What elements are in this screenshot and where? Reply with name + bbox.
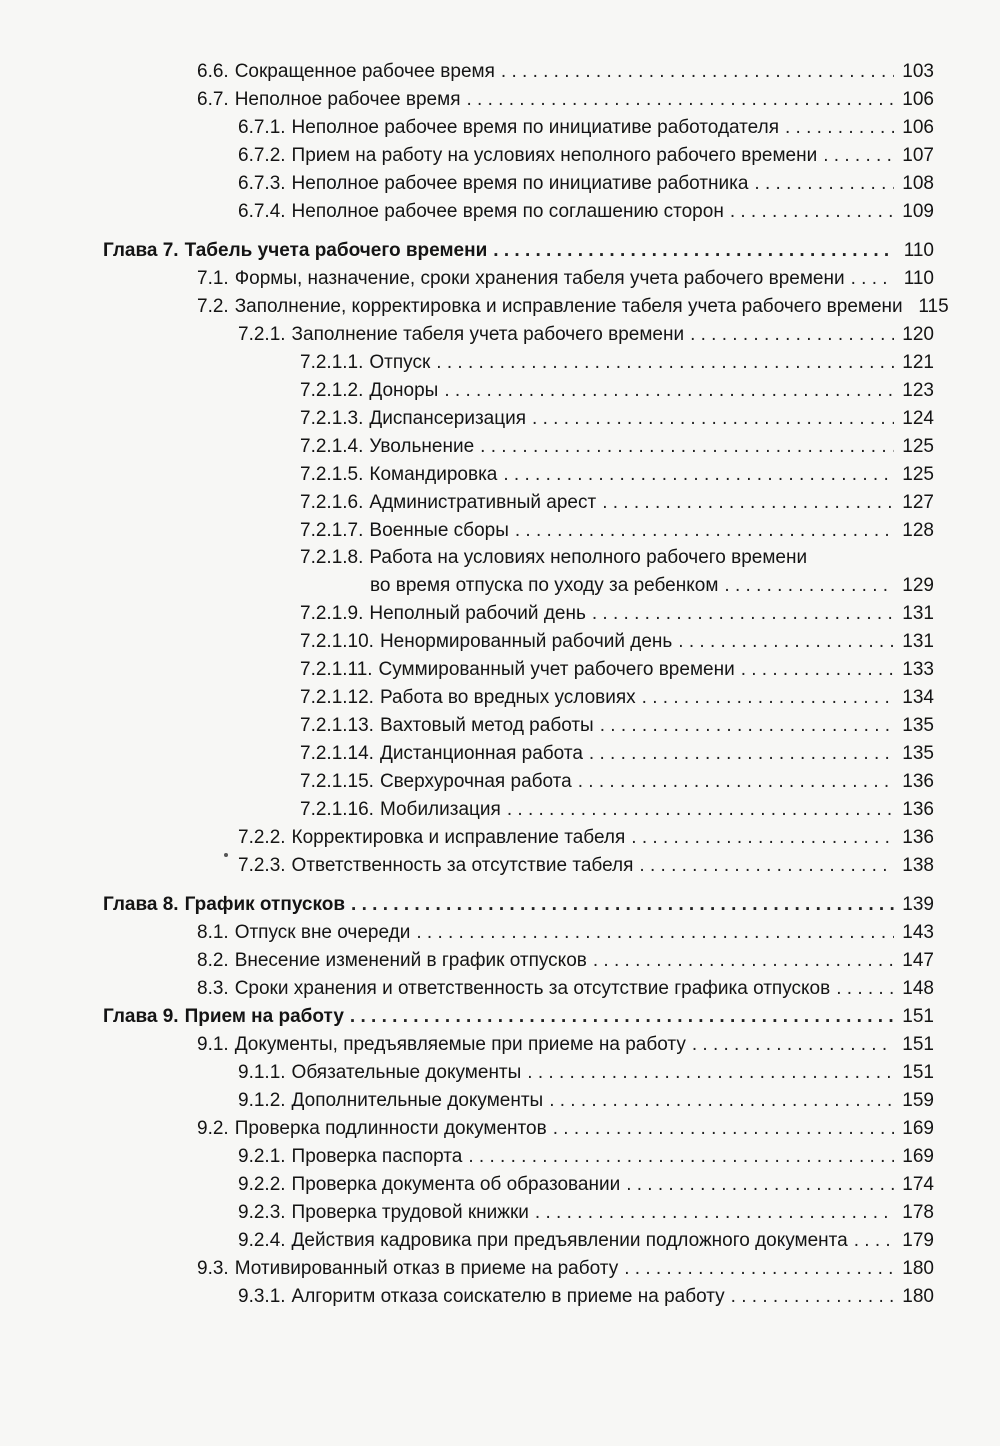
toc-entry [300,686,934,710]
toc-entry [238,1089,934,1113]
entry-title: Сверхурочная работа [379,771,572,792]
dot-leader [836,977,894,1001]
dot-leader [639,854,894,878]
entry-title: Неполное рабочее время по инициативе работодателя [291,117,779,138]
entry-number: 7.2.1.10. [300,631,374,652]
entry-number: 6.7.2. [238,145,286,166]
entry-page-number: 131 [902,631,934,652]
entry-title: Проверка подлинности документов [234,1118,547,1139]
toc-entry [238,1173,934,1197]
entry-number: 6.6. [197,61,229,82]
toc-entry [197,921,934,945]
entry-title: Мотивированный отказ в приеме на работу [234,1258,619,1279]
entry-title: Ответственность за отсутствие табеля [291,855,634,876]
entry-title: Работа на условиях неполного рабочего времени [369,547,808,568]
entry-number: 7.2.1.14. [300,743,374,764]
entry-page-number: 180 [902,1258,934,1279]
entry-page-number: 106 [902,117,934,138]
toc-entry [300,463,934,487]
entry-title: Работа во вредных условиях [379,687,636,708]
entry-page-number: 123 [902,380,934,401]
entry-page-number: 136 [902,771,934,792]
toc-entry [238,144,934,168]
entry-number: 7.2.1.9. [300,603,364,624]
dot-leader [600,714,894,738]
entry-number: 7.2.1.5. [300,464,364,485]
dot-leader [553,1117,894,1141]
dot-leader [351,893,894,917]
entry-title: Вахтовый метод работы [379,715,594,736]
entry-title: Сокращенное рабочее время [234,61,495,82]
dot-leader [730,200,894,224]
entry-title: Прием на работу [184,1006,344,1027]
entry-number: 7.1. [197,268,229,289]
entry-title: Действия кадровика при предъявлении подложного документа [291,1230,848,1251]
entry-page-number: 179 [902,1230,934,1251]
entry-number: 9.3.1. [238,1286,286,1307]
entry-number: 7.2. [197,296,229,317]
dot-leader [678,630,894,654]
entry-number: 7.2.1.11. [300,659,373,680]
entry-number: 7.2.1.8. [300,547,364,568]
entry-page-number: 136 [902,827,934,848]
dot-leader [549,1089,894,1113]
entry-title: Неполное рабочее время по соглашению сторон [291,201,724,222]
dot-leader [578,770,894,794]
toc-entry [197,60,934,84]
entry-page-number: 109 [902,201,934,222]
toc-entry [238,854,934,878]
entry-title: Алгоритм отказа соискателю в приеме на работу [291,1286,725,1307]
entry-number: Глава 9. [103,1006,179,1027]
toc-entry [238,1061,934,1085]
dot-leader [690,323,894,347]
entry-page-number: 148 [902,978,934,999]
entry-number: 8.2. [197,950,229,971]
entry-title: Неполное рабочее время [234,89,461,110]
stray-mark [224,853,228,857]
entry-page-number: 108 [902,173,934,194]
entry-title: Документы, предъявляемые при приеме на работу [234,1034,686,1055]
entry-number: 7.2.1.1. [300,352,364,373]
entry-title: Заполнение, корректировка и исправление табеля учета рабочего времени [234,296,903,317]
toc-entry [197,267,934,291]
entry-page-number: 125 [902,464,934,485]
dot-leader [507,798,894,822]
entry-title: во время отпуска по уходу за ребенком [370,575,719,596]
toc-entry [300,546,934,570]
toc-entry [238,1285,934,1309]
entry-page-number: 147 [902,950,934,971]
entry-title: Суммированный учет рабочего времени [378,659,735,680]
dot-leader [642,686,894,710]
toc-entry [238,826,934,850]
dot-leader [436,351,894,375]
toc-entry [300,351,934,375]
entry-page-number: 136 [902,799,934,820]
entry-title: Доноры [369,380,439,401]
entry-number: 7.2.2. [238,827,286,848]
entry-page-number: 174 [902,1174,934,1195]
entry-number: 6.7.1. [238,117,286,138]
entry-number: 9.1.1. [238,1062,286,1083]
entry-number: 9.2.4. [238,1230,286,1251]
toc-entry [300,770,934,794]
dot-leader [631,826,894,850]
toc-entry [300,407,934,431]
toc-entry [197,949,934,973]
entry-number: 9.2. [197,1118,229,1139]
dot-leader [589,742,894,766]
entry-page-number: 178 [902,1202,934,1223]
entry-title: Прием на работу на условиях неполного рабочего времени [291,145,818,166]
dot-leader [592,602,894,626]
dot-leader [626,1173,894,1197]
entry-page-number: 151 [902,1062,934,1083]
entry-number: 7.2.1. [238,324,286,345]
entry-page-number: 135 [902,715,934,736]
toc-entry [238,1229,934,1253]
toc-entry [197,88,934,112]
dot-leader [527,1061,894,1085]
toc-entry [300,379,934,403]
dot-leader [754,172,894,196]
entry-page-number: 151 [902,1006,934,1027]
entry-title: Военные сборы [369,520,509,541]
entry-page-number: 110 [903,240,934,261]
entry-title: Неполное рабочее время по инициативе работника [291,173,749,194]
entry-number: 9.2.1. [238,1146,286,1167]
toc-entry [370,574,934,598]
entry-title: Проверка паспорта [291,1146,463,1167]
toc-chapter-entry [103,239,934,263]
entry-title: Внесение изменений в график отпусков [234,950,587,971]
entry-title: Проверка документа об образовании [291,1174,621,1195]
entry-number: 8.3. [197,978,229,999]
entry-number: Глава 7. [103,240,179,261]
entry-title: Корректировка и исправление табеля [291,827,626,848]
dot-leader [624,1257,894,1281]
entry-number: 7.2.1.12. [300,687,374,708]
toc-entry [197,977,934,1001]
entry-title: Проверка трудовой книжки [291,1202,529,1223]
dot-leader [785,116,894,140]
entry-page-number: 159 [902,1090,934,1111]
entry-number: 8.1. [197,922,229,943]
dot-leader [535,1201,894,1225]
toc-entry [238,1145,934,1169]
entry-number: 9.1. [197,1034,229,1055]
entry-title: Неполный рабочий день [369,603,586,624]
entry-title: Отпуск вне очереди [234,922,411,943]
dot-leader [823,144,894,168]
entry-title: Сроки хранения и ответственность за отсутствие графика отпусков [234,978,831,999]
toc-entry [300,798,934,822]
entry-title: Командировка [369,464,498,485]
entry-title: Формы, назначение, сроки хранения табеля учета рабочего времени [234,268,845,289]
dot-leader [854,1229,894,1253]
dot-leader [503,463,894,487]
dot-leader [416,921,894,945]
entry-title: Увольнение [369,436,475,457]
dot-leader [350,1005,894,1029]
entry-number: 7.2.3. [238,855,286,876]
dot-leader [466,88,894,112]
toc-entry [238,172,934,196]
entry-page-number: 107 [902,145,934,166]
entry-number: 9.2.3. [238,1202,286,1223]
entry-page-number: 134 [902,687,934,708]
dot-leader [493,239,894,263]
toc-entry [300,630,934,654]
entry-page-number: 143 [902,922,934,943]
entry-title: Ненормированный рабочий день [379,631,673,652]
dot-leader [532,407,894,431]
toc-entry [300,714,934,738]
entry-title: График отпусков [184,894,346,915]
toc-entry [197,295,949,319]
entry-page-number: 138 [902,855,934,876]
entry-title: Табель учета рабочего времени [184,240,488,261]
toc-entry [300,742,934,766]
entry-page-number: 129 [902,575,934,596]
entry-page-number: 115 [918,296,949,317]
entry-page-number: 128 [902,520,934,541]
entry-page-number: 133 [902,659,934,680]
entry-number: 7.2.1.7. [300,520,364,541]
dot-leader [731,1285,894,1309]
toc-entry [300,435,934,459]
entry-page-number: 169 [902,1118,934,1139]
dot-leader [515,519,894,543]
entry-title: Заполнение табеля учета рабочего времени [291,324,685,345]
toc-chapter-entry [103,1005,934,1029]
dot-leader [724,574,894,598]
entry-page-number: 131 [902,603,934,624]
entry-number: 6.7.4. [238,201,286,222]
entry-number: 9.3. [197,1258,229,1279]
entry-page-number: 139 [902,894,934,915]
dot-leader [851,267,894,291]
dot-leader [741,658,894,682]
entry-number: 7.2.1.16. [300,799,374,820]
toc-entry [238,116,934,140]
entry-page-number: 135 [902,743,934,764]
dot-leader [602,491,894,515]
entry-page-number: 180 [902,1286,934,1307]
entry-title: Мобилизация [379,799,501,820]
entry-page-number: 106 [902,89,934,110]
toc-entry [197,1257,934,1281]
toc-entry [300,491,934,515]
entry-number: 7.2.1.6. [300,492,364,513]
entry-number: 7.2.1.13. [300,715,374,736]
entry-number: 9.2.2. [238,1174,286,1195]
toc-entry [197,1117,934,1141]
toc-entry [238,1201,934,1225]
dot-leader [692,1033,894,1057]
dot-leader [444,379,894,403]
toc-entry [300,602,934,626]
entry-number: 7.2.1.3. [300,408,364,429]
toc-entry [238,200,934,224]
entry-page-number: 103 [902,61,934,82]
toc-entry [197,1033,934,1057]
dot-leader [593,949,894,973]
entry-title: Дополнительные документы [291,1090,544,1111]
toc-entry [300,519,934,543]
dot-leader [480,435,894,459]
entry-page-number: 151 [902,1034,934,1055]
entry-page-number: 120 [902,324,934,345]
entry-page-number: 121 [902,352,934,373]
dot-leader [501,60,894,84]
entry-page-number: 125 [902,436,934,457]
entry-number: 6.7. [197,89,229,110]
entry-title: Диспансеризация [369,408,527,429]
entry-page-number: 169 [902,1146,934,1167]
toc-chapter-entry [103,893,934,917]
entry-number: 9.1.2. [238,1090,286,1111]
dot-leader [468,1145,894,1169]
entry-page-number: 124 [902,408,934,429]
entry-title: Административный арест [369,492,597,513]
entry-number: 7.2.1.2. [300,380,364,401]
entry-number: 7.2.1.4. [300,436,364,457]
entry-title: Отпуск [369,352,431,373]
toc-entry [300,658,934,682]
entry-number: 6.7.3. [238,173,286,194]
entry-title: Дистанционная работа [379,743,583,764]
entry-page-number: 110 [903,268,934,289]
entry-number: 7.2.1.15. [300,771,374,792]
toc-entry [238,323,934,347]
entry-page-number: 127 [902,492,934,513]
entry-number: Глава 8. [103,894,179,915]
entry-title: Обязательные документы [291,1062,522,1083]
